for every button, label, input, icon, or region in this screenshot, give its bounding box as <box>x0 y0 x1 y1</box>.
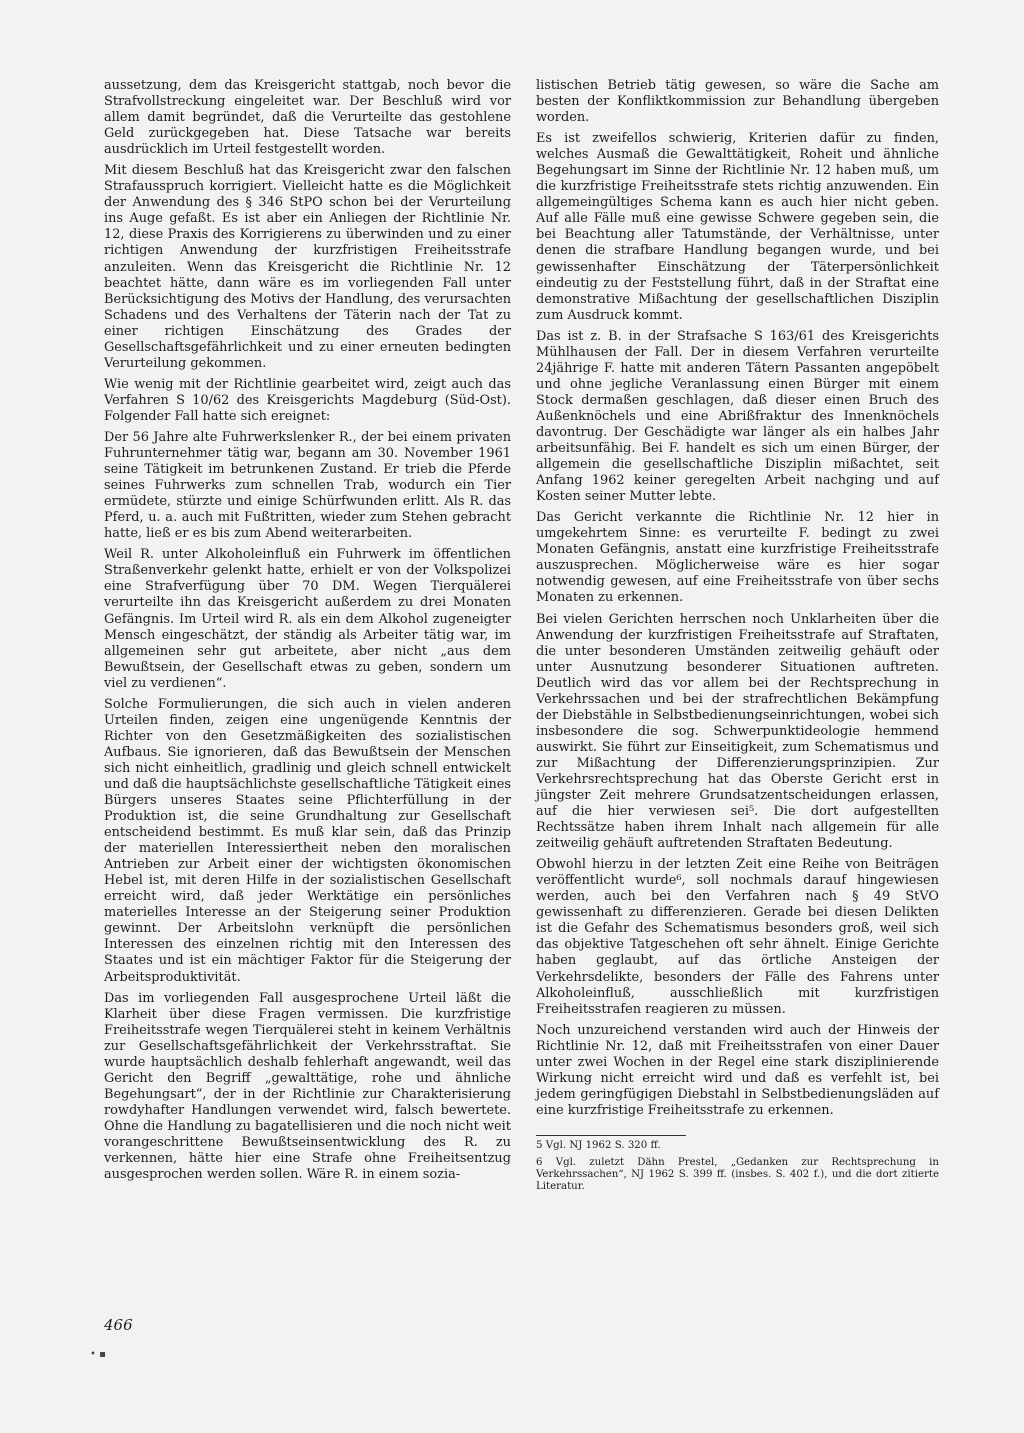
paragraph: Obwohl hierzu in der letzten Zeit eine Reihe von Beiträgen veröffentlicht wurde⁶, soll nochmals darauf hingewiesen werden, auch bei den Verfahren nach § 49 StVO gewissenhaft zu differenzieren. Gerade bei diesen Delikten ist die Gefahr des Schematismus besonders groß, weil sich das objektive Tatgeschehen oft sehr ähnelt. Einige Gerichte haben geglaubt, auf das örtliche Ansteigen der Verkehrsdelikte, besonders der Fälle des Fahrens unter Alkoholeinfluß, ausschließlich mit kurzfristigen Freiheitsstrafen reagieren zu müssen. <box>536 857 939 1017</box>
paragraph: Das Gericht verkannte die Richtlinie Nr. 12 hier in umgekehrtem Sinne: es verurteilte F. bedingt zu zwei Monaten Gefängnis, anstatt eine kurzfristige Freiheitsstrafe auszusprechen. Möglicherweise wäre es hier sogar notwendig gewesen, auf eine Freiheitsstrafe von über sechs Monaten zu erkennen. <box>536 510 939 606</box>
paragraph: listischen Betrieb tätig gewesen, so wäre die Sache am besten der Konfliktkommission zur Behandlung übergeben worden. <box>536 78 939 126</box>
page-mark: • ▪ <box>90 1349 106 1360</box>
footnote: 6 Vgl. zuletzt Dähn Prestel, „Gedanken zur Rechtsprechung in Verkehrssachen“, NJ 1962 S. 399 ff. (insbes. S. 402 f.), und die dort zitierte Literatur. <box>536 1156 939 1192</box>
paragraph: Es ist zweifellos schwierig, Kriterien dafür zu finden, welches Ausmaß die Gewalttätigkeit, Roheit und ähnliche Begehungsart im Sinne der Richtlinie Nr. 12 haben muß, um die kurzfristige Freiheitsstrafe stets richtig anzuwenden. Ein allgemeingültiges Schema kann es auch hier nicht geben. Auf alle Fälle muß eine gewisse Schwere gegeben sein, die bei Beachtung aller Tatumstände, der Verhältnisse, unter denen die strafbare Handlung begangen wurde, und bei gewissenhafter Einschätzung der Täterpersönlichkeit eindeutig zu der Feststellung führt, daß in der Straftat eine demonstrative Mißachtung der gesellschaftlichen Disziplin zum Ausdruck kommt. <box>536 131 939 323</box>
paragraph: Das ist z. B. in der Strafsache S 163/61 des Kreisgerichts Mühlhausen der Fall. Der in diesem Verfahren verurteilte 24jährige F. hatte mit anderen Tätern Passanten angepöbelt und ohne jegliche Veranlassung einen Bürger mit einem Stock dermaßen geschlagen, daß dieser einen Bruch des Außenknöchels und eine Abrißfraktur des Innenknöchels davontrug. Der Geschädigte war länger als ein halbes Jahr arbeitsunfähig. Bei F. handelt es sich um einen Bürger, der allgemein die gesellschaftliche Disziplin mißachtet, seit Anfang 1962 keiner geregelten Arbeit nachging und auf Kosten seiner Mutter lebte. <box>536 328 939 505</box>
paragraph: aussetzung, dem das Kreisgericht stattgab, noch bevor die Strafvollstreckung eingeleitet war. Der Beschluß wird vor allem damit begründet, daß die Verurteilte das gestohlene Geld zurückgegeben hat. Diese Tatsache war bereits ausdrücklich im Urteil festgestellt worden. <box>104 78 511 158</box>
page-number: 466 <box>104 1316 133 1334</box>
footnotes <box>536 1140 939 1193</box>
paragraph: Weil R. unter Alkoholeinfluß ein Fuhrwerk im öffentlichen Straßenverkehr gelenkt hatte, erhielt er von der Volkspolizei eine Strafverfügung über 70 DM. Wegen Tierquälerei verurteilte ihn das Kreisgericht außerdem zu drei Monaten Gefängnis. Im Urteil wird R. als ein dem Alkohol zugeneigter Mensch eingeschätzt, der ständig als Arbeiter tätig war, im allgemeinen sehr gut arbeitete, aber nicht „aus dem Bewußtsein, der Gesellschaft etwas zu geben, sondern um viel zu verdienen“. <box>104 547 511 691</box>
footnote: 5 Vgl. NJ 1962 S. 320 ff. <box>536 1139 661 1151</box>
paragraph: Der 56 Jahre alte Fuhrwerkslenker R., der bei einem privaten Fuhrunternehmer tätig war, begann am 30. November 1961 seine Tätigkeit im betrunkenen Zustand. Er trieb die Pferde seines Fuhrwerks zum schnellen Trab, wodurch ein Tier ermüdete, stürzte und einige Schürfwunden erlitt. Als R. das Pferd, u. a. auch mit Fußtritten, wieder zum Stehen gebracht hatte, ließ er es bis zum Abend weiterarbeiten. <box>104 429 511 542</box>
left-column <box>104 78 511 1188</box>
paragraph: Bei vielen Gerichten herrschen noch Unklarheiten über die Anwendung der kurzfristigen Freiheitsstrafe auf Straftaten, die unter besonderen Umständen zeitweilig gehäuft oder unter Ausnutzung besonderer Situationen auftreten. Deutlich wird das vor allem bei der Rechtsprechung in Verkehrssachen und bei der strafrechtlichen Bekämpfung der Diebstähle in Selbstbedienungseinrichtungen, wobei sich insbesondere die sog. Schwerpunktideologie hemmend auswirkt. Sie führt zur Einseitigkeit, zum Schematismus und zur Mißachtung der Differenzierungsprinzipien. Zur Verkehrsrechtsprechung hat das Oberste Gericht erst in jüngster Zeit mehrere Grundsatzentscheidungen erlassen, auf die hier verwiesen sei⁵. Die dort aufgestellten Rechtssätze haben ihrem Inhalt nach allgemein für alle zeitweilig gehäuft auftretenden Straftaten Bedeutung. <box>536 611 939 852</box>
paragraph: Solche Formulierungen, die sich auch in vielen anderen Urteilen finden, zeigen eine ungenügende Kenntnis der Richter von den Gesetzmäßigkeiten des sozialistischen Aufbaus. Sie ignorieren, daß das Bewußtsein der Menschen sich nicht einheitlich, gradlinig und gleich schnell entwickelt und daß die hauptsächlichste gesellschaftliche Tätigkeit eines Bürgers unseres Staates seine Pflichterfüllung in der Produktion ist, die seine Grundhaltung zur Gesellschaft entscheidend bestimmt. Es muß klar sein, daß das Prinzip der materiellen Interessiertheit neben den moralischen Antrieben zur Arbeit einer der wichtigsten ökonomischen Hebel ist, mit deren Hilfe in der sozialistischen Gesellschaft erreicht wird, daß jeder Werktätige ein persönliches materielles Interesse an der Steigerung seiner Produktion gewinnt. Der Arbeitslohn verknüpft die persönlichen Interessen des einzelnen richtig mit den Interessen des Staates und ist ein mächtiger Faktor für die Steigerung der Arbeitsproduktivität. <box>104 696 511 985</box>
paragraph: Mit diesem Beschluß hat das Kreisgericht zwar den falschen Strafausspruch korrigiert. Vielleicht hatte es die Möglichkeit der Anwendung des § 346 StPO schon bei der Verurteilung ins Auge gefaßt. Es ist aber ein Anliegen der Richtlinie Nr. 12, diese Praxis des Korrigierens zu überwinden und zu einer richtigen Anwendung der kurzfristigen Freiheitsstrafe anzuleiten. Wenn das Kreisgericht die Richtlinie Nr. 12 beachtet hätte, dann wäre es im vorliegenden Fall unter Berücksichtigung des Motivs der Handlung, des verursachten Schadens und des Verhaltens der Täterin nach der Tat zu einer richtigen Einschätzung des Grades der Gesellschaftsgefährlichkeit und zu einer erneuten bedingten Verurteilung gekommen. <box>104 163 511 371</box>
right-column <box>536 78 939 1198</box>
paragraph: Wie wenig mit der Richtlinie gearbeitet wird, zeigt auch das Verfahren S 10/62 des Kreisgerichts Magdeburg (Süd-Ost). Folgender Fall hatte sich ereignet: <box>104 376 511 424</box>
paragraph: Das im vorliegenden Fall ausgesprochene Urteil läßt die Klarheit über diese Fragen vermissen. Die kurzfristige Freiheitsstrafe wegen Tierquälerei steht in keinem Verhältnis zur Gesellschaftsgefährlichkeit der Verkehrsstraftat. Sie wurde hauptsächlich deshalb fehlerhaft angewandt, weil das Gericht den Begriff „gewalttätige, rohe und ähnliche Begehungsart“, der in der Richtlinie zur Charakterisierung rowdyhafter Handlungen verwendet wird, falsch bewertete. Ohne die Handlung zu bagatellisieren und die noch nicht weit vorangeschrittene Bewußtseinsentwicklung des R. zu verkennen, hätte hier eine Strafe ohne Freiheitsentzug ausgesprochen werden sollen. Wäre R. in einem sozia- <box>104 990 511 1183</box>
paragraph: Noch unzureichend verstanden wird auch der Hinweis der Richtlinie Nr. 12, daß mit Freiheitsstrafen von einer Dauer unter zwei Wochen in der Regel eine stark disziplinierende Wirkung nicht erreicht wird und daß es verfehlt ist, bei jedem geringfügigen Diebstahl in Selbstbedienungsläden auf eine kurzfristige Freiheitsstrafe zu erkennen. <box>536 1022 939 1118</box>
